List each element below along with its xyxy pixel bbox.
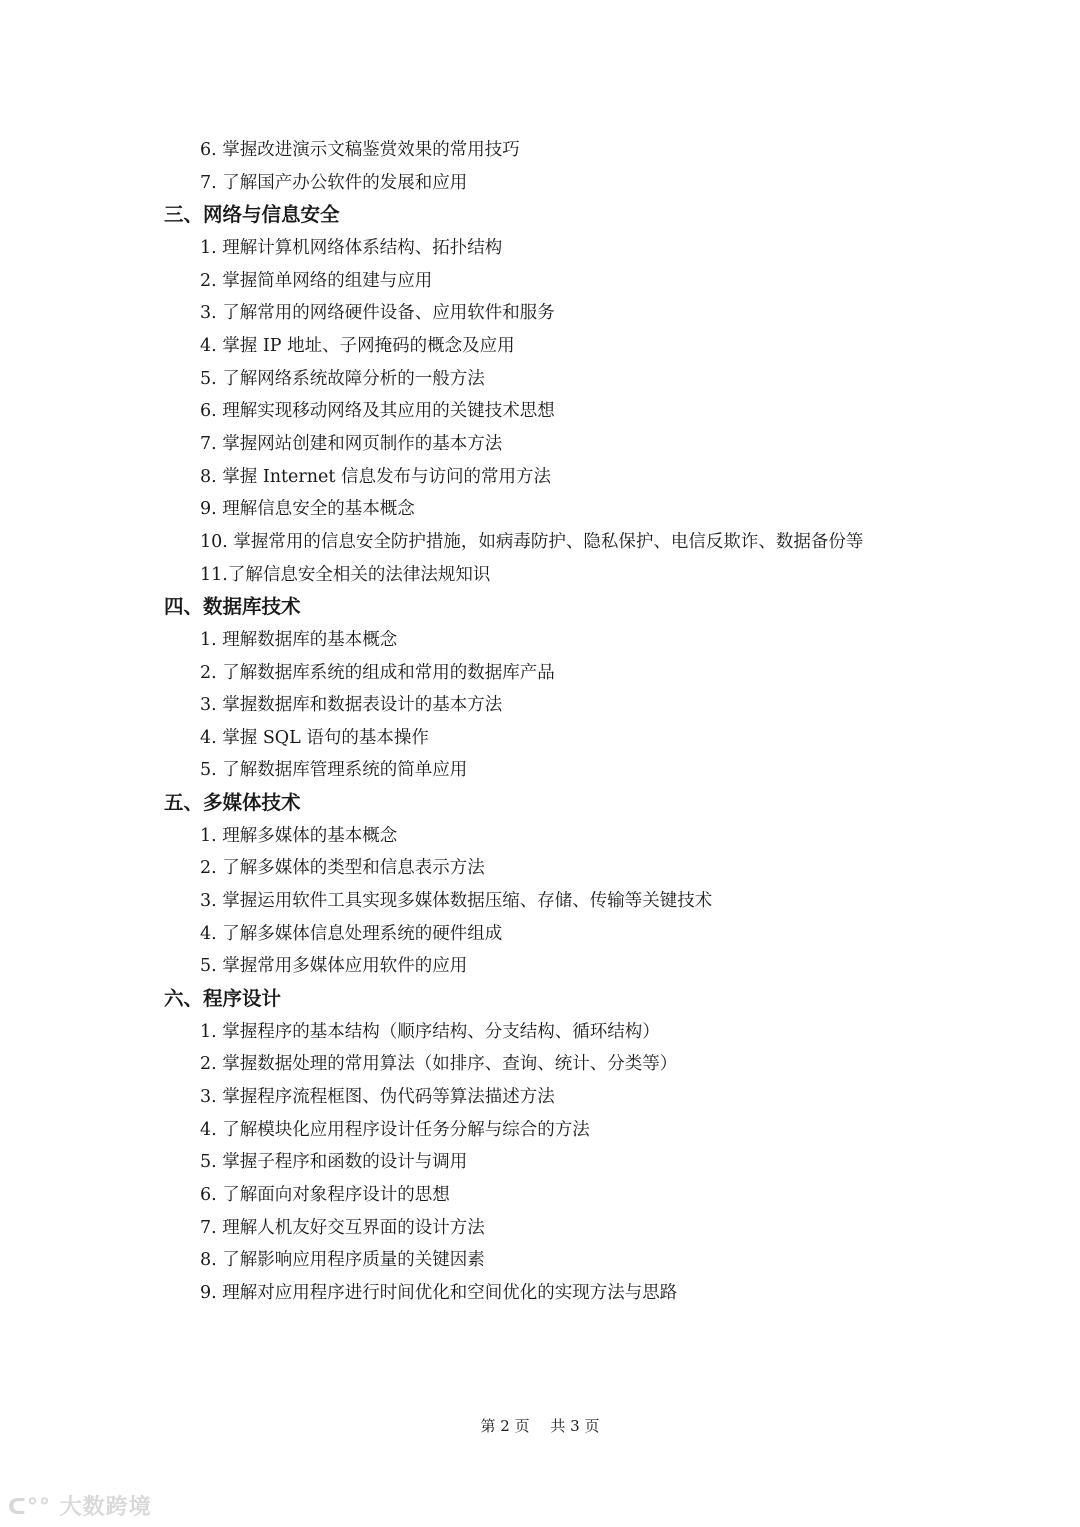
document-body	[0, 134, 1080, 1310]
list-item: 7. 理解人机友好交互界面的设计方法	[200, 1217, 485, 1238]
section-heading: 六、程序设计	[164, 987, 282, 1011]
list-item: 2. 了解多媒体的类型和信息表示方法	[200, 858, 485, 879]
list-item: 7. 了解国产办公软件的发展和应用	[200, 172, 468, 193]
list-item: 1. 掌握程序的基本结构（顺序结构、分支结构、循环结构）	[200, 1021, 660, 1042]
list-item: 1. 理解数据库的基本概念	[200, 629, 398, 650]
list-item: 4. 掌握 IP 地址、子网掩码的概念及应用	[200, 335, 515, 356]
list-item: 1. 理解多媒体的基本概念	[200, 825, 398, 846]
list-item: 4. 掌握 SQL 语句的基本操作	[200, 727, 429, 748]
list-item: 2. 了解数据库系统的组成和常用的数据库产品	[200, 662, 555, 683]
section-heading: 三、网络与信息安全	[164, 203, 340, 227]
watermark-icon: ᑕ°°	[8, 1495, 51, 1520]
list-item: 7. 掌握网站创建和网页制作的基本方法	[200, 433, 503, 454]
list-item: 5. 了解数据库管理系统的简单应用	[200, 760, 468, 781]
watermark-text: 大数跨境	[59, 1495, 152, 1520]
list-item: 9. 理解信息安全的基本概念	[200, 499, 415, 520]
list-item: 6. 掌握改进演示文稿鉴赏效果的常用技巧	[200, 140, 520, 160]
list-item: 3. 了解常用的网络硬件设备、应用软件和服务	[200, 303, 555, 324]
list-item: 5. 了解网络系统故障分析的一般方法	[200, 368, 485, 389]
list-item: 10. 掌握常用的信息安全防护措施，如病毒防护、隐私保护、电信反欺诈、数据备份等	[200, 531, 864, 552]
section-heading: 四、数据库技术	[164, 595, 301, 619]
list-item: 5. 掌握子程序和函数的设计与调用	[200, 1152, 468, 1173]
list-item: 4. 了解多媒体信息处理系统的硬件组成	[200, 923, 503, 944]
list-item: 4. 了解模块化应用程序设计任务分解与综合的方法	[200, 1119, 590, 1140]
list-item: 11.了解信息安全相关的法律法规知识	[200, 564, 491, 585]
list-item: 8. 掌握 Internet 信息发布与访问的常用方法	[200, 466, 551, 487]
list-item: 2. 掌握简单网络的组建与应用	[200, 270, 433, 291]
list-item: 3. 掌握运用软件工具实现多媒体数据压缩、存储、传输等关键技术	[200, 891, 713, 912]
list-item: 3. 掌握程序流程框图、伪代码等算法描述方法	[200, 1087, 555, 1108]
page-total: 共 3 页	[550, 1417, 600, 1435]
list-item: 8. 了解影响应用程序质量的关键因素	[200, 1250, 485, 1271]
list-item: 6. 了解面向对象程序设计的思想	[200, 1185, 450, 1205]
list-item: 2. 掌握数据处理的常用算法（如排序、查询、统计、分类等）	[200, 1054, 678, 1075]
list-item: 6. 理解实现移动网络及其应用的关键技术思想	[200, 401, 555, 422]
page-footer	[0, 1415, 1080, 1436]
list-item: 3. 掌握数据库和数据表设计的基本方法	[200, 695, 503, 716]
page-number: 第 2 页	[480, 1417, 530, 1435]
list-item: 5. 掌握常用多媒体应用软件的应用	[200, 956, 468, 977]
list-item: 9. 理解对应用程序进行时间优化和空间优化的实现方法与思路	[200, 1282, 678, 1303]
list-item: 1. 理解计算机网络体系结构、拓扑结构	[200, 237, 503, 258]
watermark-logo	[8, 1490, 152, 1521]
section-heading: 五、多媒体技术	[164, 791, 301, 815]
